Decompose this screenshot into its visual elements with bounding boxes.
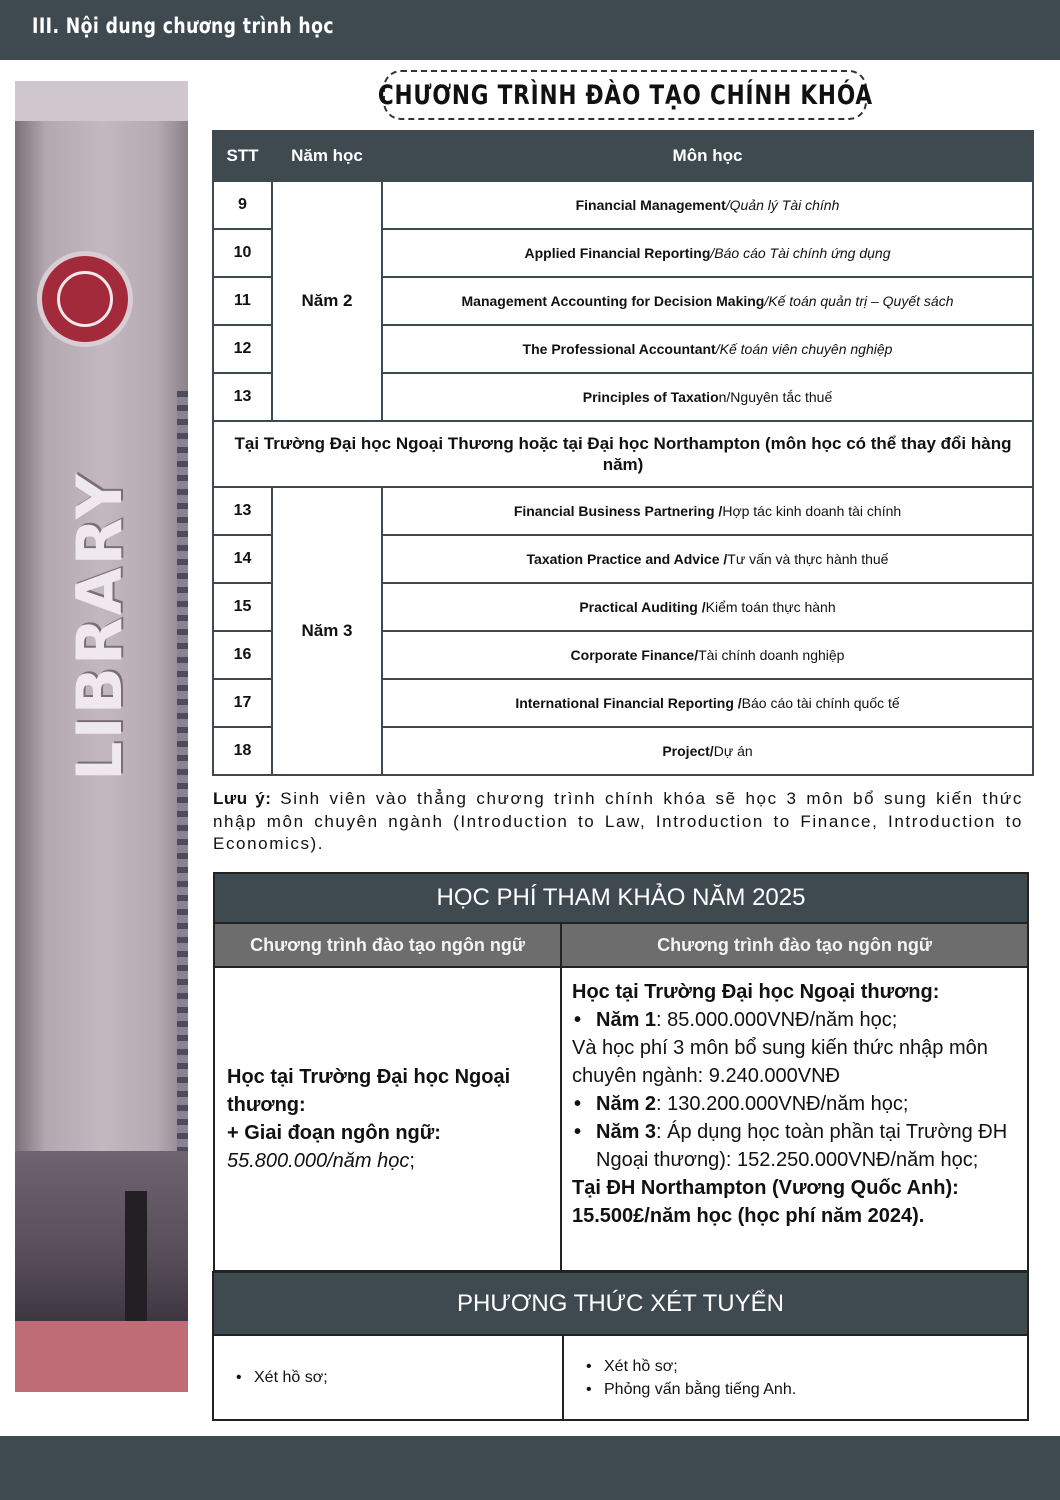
admission-col1 <box>212 1336 564 1421</box>
note-paragraph <box>213 788 1023 856</box>
table-row: 9 Năm 2 Financial Management/Quản lý Tài chính <box>213 181 1033 229</box>
section-title: III. Nội dung chương trình học <box>32 14 334 38</box>
note-text: Sinh viên vào thẳng chương trình chính khóa sẽ học 3 môn bổ sung kiến thức nhập môn chuyên ngành (Introduction to Law, Introduction to Finance, Introduction to Economics). <box>213 789 1024 853</box>
subject-cell: Practical Auditing /Kiểm toán thực hành <box>382 583 1033 631</box>
table-row: 13 Principles of Taxation/Nguyên tắc thuế <box>213 373 1033 421</box>
list-item: • Xét hồ sơ; <box>234 1369 328 1387</box>
footer-bar <box>0 1436 1060 1500</box>
library-sign: LIBRARY <box>63 472 136 781</box>
year-3-label: Năm 3 <box>272 487 382 775</box>
subject-cell: Management Accounting for Decision Making/Kế toán quản trị – Quyết sách <box>382 277 1033 325</box>
fee-title: HỌC PHÍ THAM KHẢO NĂM 2025 <box>213 872 1029 922</box>
fee-col2: Học tại Trường Đại học Ngoại thương: • Năm 1: 85.000.000VNĐ/năm học; Và học phí 3 môn bổ sung kiến thức nhập môn chuyên ngành: 9.240.000VNĐ • Năm 2: 130.200.000VNĐ/năm học; • Năm 3: Áp dụng học toàn phần tại Trường ĐH Ngoại thương): 152.250.000VNĐ/năm học; Tại ĐH Northampton (Vương Quốc Anh): 15.500£/năm học (học phí năm 2024). <box>562 968 1029 1272</box>
location-note: Tại Trường Đại học Ngoại Thương hoặc tại Đại học Northampton (môn học có thể thay đổi hàng năm) <box>213 421 1033 487</box>
subject-cell: The Professional Accountant/Kế toán viên chuyên nghiệp <box>382 325 1033 373</box>
table-row: 10 Applied Financial Reporting/Báo cáo Tài chính ứng dụng <box>213 229 1033 277</box>
subject-cell: Corporate Finance/Tài chính doanh nghiệp <box>382 631 1033 679</box>
table-row: 14 Taxation Practice and Advice /Tư vấn và thực hành thuế <box>213 535 1033 583</box>
subject-cell: Applied Financial Reporting/Báo cáo Tài chính ứng dụng <box>382 229 1033 277</box>
fee-col1-header: Chương trình đào tạo ngôn ngữ <box>213 922 562 968</box>
list-item: • Xét hồ sơ; <box>584 1355 1027 1378</box>
table-row: 17 International Financial Reporting /Báo cáo tài chính quốc tế <box>213 679 1033 727</box>
table-row: 12 The Professional Accountant/Kế toán viên chuyên nghiệp <box>213 325 1033 373</box>
course-table-header <box>213 131 1033 181</box>
program-title: CHƯƠNG TRÌNH ĐÀO TẠO CHÍNH KHÓA <box>383 70 867 120</box>
admission-table <box>212 1271 1029 1421</box>
subject-cell: Financial Management/Quản lý Tài chính <box>382 181 1033 229</box>
col-year: Năm học <box>272 131 382 181</box>
subject-cell: Financial Business Partnering /Hợp tác kinh doanh tài chính <box>382 487 1033 535</box>
table-row: 16 Corporate Finance/Tài chính doanh nghiệp <box>213 631 1033 679</box>
list-item: • Năm 2: 130.200.000VNĐ/năm học; <box>572 1090 1017 1118</box>
fee-table <box>213 872 1029 1272</box>
subject-cell: Project/Dự án <box>382 727 1033 775</box>
col-stt: STT <box>213 131 272 181</box>
list-item: • Phỏng vấn bằng tiếng Anh. <box>584 1378 1027 1401</box>
fee-col1: Học tại Trường Đại học Ngoại thương: + Giai đoạn ngôn ngữ: 55.800.000/năm học; <box>213 968 562 1272</box>
table-row: 13 Năm 3 Financial Business Partnering /Hợp tác kinh doanh tài chính <box>213 487 1033 535</box>
subject-cell: Principles of Taxation/Nguyên tắc thuế <box>382 373 1033 421</box>
subject-cell: Taxation Practice and Advice /Tư vấn và thực hành thuế <box>382 535 1033 583</box>
col-subject: Môn học <box>382 131 1033 181</box>
fee-col2-header: Chương trình đào tạo ngôn ngữ <box>562 922 1029 968</box>
subject-cell: International Financial Reporting /Báo cáo tài chính quốc tế <box>382 679 1033 727</box>
university-logo-icon <box>37 251 133 347</box>
table-row: 15 Practical Auditing /Kiểm toán thực hành <box>213 583 1033 631</box>
course-table <box>212 130 1034 776</box>
location-note-row <box>213 421 1033 487</box>
admission-col2 <box>564 1336 1029 1421</box>
library-photo <box>15 81 188 1392</box>
year-2-label: Năm 2 <box>272 181 382 421</box>
table-row: 11 Management Accounting for Decision Making/Kế toán quản trị – Quyết sách <box>213 277 1033 325</box>
list-item: • Năm 3: Áp dụng học toàn phần tại Trường ĐH Ngoại thương): 152.250.000VNĐ/năm học; <box>572 1118 1017 1174</box>
list-item: • Năm 1: 85.000.000VNĐ/năm học; <box>572 1006 1017 1034</box>
header-bar <box>0 0 1060 60</box>
note-label: Lưu ý: <box>213 789 272 808</box>
admission-title: PHƯƠNG THỨC XÉT TUYỂN <box>212 1271 1029 1336</box>
table-row: 18 Project/Dự án <box>213 727 1033 775</box>
